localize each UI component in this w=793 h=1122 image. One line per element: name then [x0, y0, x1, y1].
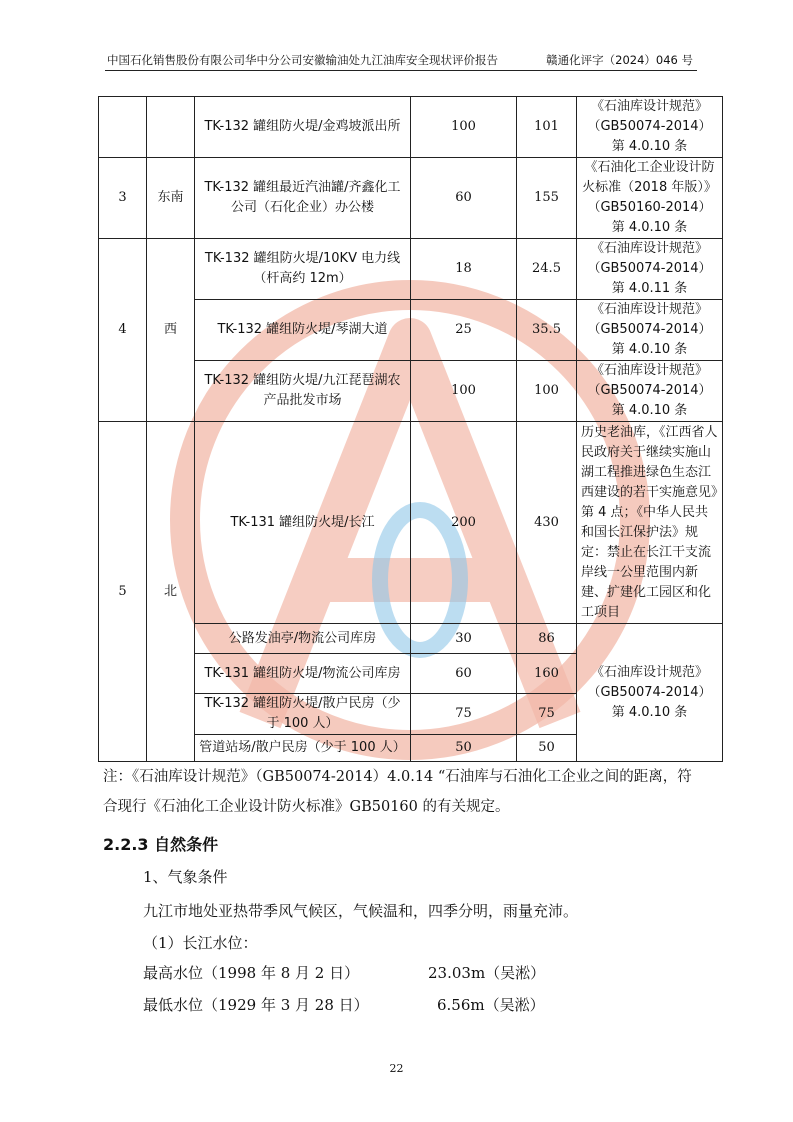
basis-cell: 《石油库设计规范》（GB50074-2014）第 4.0.10 条 [577, 624, 723, 762]
actual-distance-cell: 155 [517, 158, 577, 239]
actual-distance-cell: 101 [517, 97, 577, 158]
object-cell: TK-132 罐组防火堤/金鸡坡派出所 [195, 97, 411, 158]
actual-distance-cell: 24.5 [517, 239, 577, 300]
table-row [99, 422, 723, 624]
max-water-level-label: 最高水位（1998 年 8 月 2 日） [143, 964, 360, 982]
required-distance-cell: 75 [411, 694, 517, 735]
actual-distance-cell: 430 [517, 422, 577, 624]
object-cell: TK-132 罐组防火堤/10KV 电力线（杆高约 12m） [195, 239, 411, 300]
object-cell: TK-132 罐组防火堤/散户民房（少于 100 人） [195, 694, 411, 735]
direction-cell [147, 97, 195, 158]
object-cell: 管道站场/散户民房（少于 100 人） [195, 735, 411, 762]
section-heading: 2.2.3 自然条件 [103, 835, 219, 854]
basis-cell: 《石油库设计规范》（GB50074-2014）第 4.0.10 条 [577, 97, 723, 158]
object-cell: TK-132 罐组防火堤/九江琵琶湖农产品批发市场 [195, 361, 411, 422]
subheading-water-level: （1）长江水位： [143, 934, 258, 952]
table-row [99, 158, 723, 239]
actual-distance-cell: 86 [517, 624, 577, 654]
max-water-level-value: 23.03m（吴淞） [428, 964, 546, 982]
object-cell: TK-132 罐组防火堤/琴湖大道 [195, 300, 411, 361]
required-distance-cell: 100 [411, 361, 517, 422]
basis-cell: 《石油库设计规范》（GB50074-2014）第 4.0.10 条 [577, 300, 723, 361]
actual-distance-cell: 35.5 [517, 300, 577, 361]
basis-cell: 《石油库设计规范》（GB50074-2014）第 4.0.10 条 [577, 361, 723, 422]
distance-table [98, 96, 723, 762]
required-distance-cell: 100 [411, 97, 517, 158]
table-row [99, 97, 723, 158]
header-report-code: 赣通化评字（2024）046 号 [546, 53, 693, 67]
row-number-cell [99, 97, 147, 158]
row-number-cell: 3 [99, 158, 147, 239]
subheading-weather: 1、气象条件 [143, 868, 228, 886]
min-water-level-label: 最低水位（1929 年 3 月 28 日） [143, 996, 369, 1014]
table-note: 注：《石油库设计规范》（GB50074-2014）4.0.14 “石油库与石油化工企业之间的距离，符合现行《石油化工企业设计防火标准》GB50160 的有关规定。 [103, 769, 692, 815]
actual-distance-cell: 75 [517, 694, 577, 735]
row-number-cell: 5 [99, 422, 147, 762]
required-distance-cell: 50 [411, 735, 517, 762]
min-water-level-value: 6.56m（吴淞） [437, 996, 545, 1014]
required-distance-cell: 30 [411, 624, 517, 654]
actual-distance-cell: 100 [517, 361, 577, 422]
required-distance-cell: 60 [411, 158, 517, 239]
object-cell: TK-132 罐组最近汽油罐/齐鑫化工公司（石化企业）办公楼 [195, 158, 411, 239]
direction-cell: 北 [147, 422, 195, 762]
table-row [99, 239, 723, 300]
object-cell: 公路发油亭/物流公司库房 [195, 624, 411, 654]
required-distance-cell: 200 [411, 422, 517, 624]
basis-cell: 历史老油库，《江西省人民政府关于继续实施山湖工程推进绿色生态江西建设的若干实施意见》第 4 点；《中华人民共和国长江保护法》规定：禁止在长江干支流岸线一公里范围内新建、扩建化工园区和化工项目 [577, 422, 723, 624]
object-cell: TK-131 罐组防火堤/物流公司库房 [195, 654, 411, 694]
page-number: 22 [389, 1062, 404, 1075]
basis-cell: 《石油化工企业设计防火标准（2018 年版）》（GB50160-2014）第 4.0.10 条 [577, 158, 723, 239]
climate-paragraph: 九江市地处亚热带季风气候区，气候温和，四季分明，雨量充沛。 [143, 902, 579, 920]
required-distance-cell: 18 [411, 239, 517, 300]
actual-distance-cell: 160 [517, 654, 577, 694]
required-distance-cell: 25 [411, 300, 517, 361]
direction-cell: 东南 [147, 158, 195, 239]
object-cell: TK-131 罐组防火堤/长江 [195, 422, 411, 624]
header-report-title: 中国石化销售股份有限公司华中分公司安徽输油处九江油库安全现状评价报告 [107, 53, 498, 67]
row-number-cell: 4 [99, 239, 147, 422]
header-rule [105, 70, 697, 71]
required-distance-cell: 60 [411, 654, 517, 694]
basis-cell: 《石油库设计规范》（GB50074-2014）第 4.0.11 条 [577, 239, 723, 300]
page-header [107, 52, 693, 70]
actual-distance-cell: 50 [517, 735, 577, 762]
direction-cell: 西 [147, 239, 195, 422]
